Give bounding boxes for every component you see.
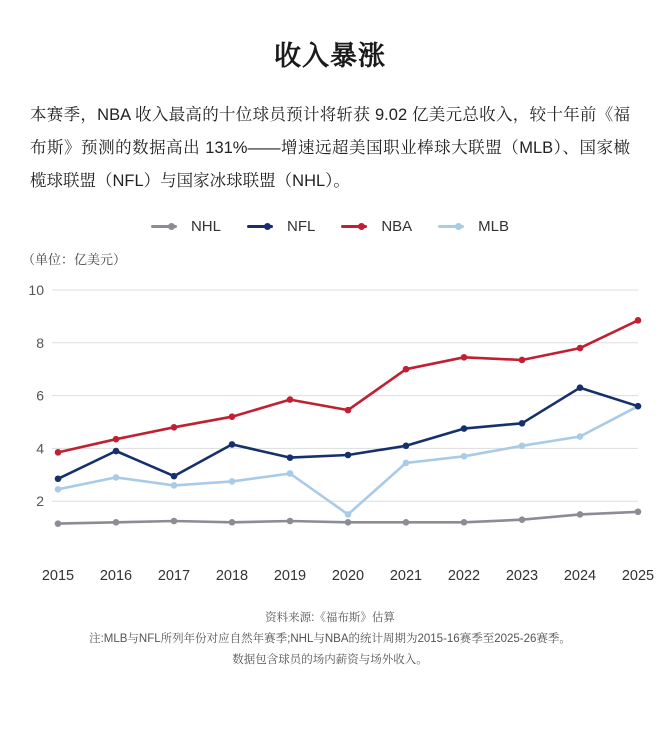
lede-paragraph: 本赛季，NBA 收入最高的十位球员预计将斩获 9.02 亿美元总收入，较十年前《福布斯》预测的数据高出 131%——增速远超美国职业棒球大联盟（MLB）、国家橄榄球联盟（NFL）与国家冰球联盟（NHL）。 xyxy=(30,106,630,190)
x-tick-label: 2021 xyxy=(389,568,423,584)
data-point-nfl xyxy=(635,403,642,410)
x-tick-label: 2023 xyxy=(505,568,539,584)
legend-label-nhl: NHL xyxy=(190,218,221,235)
series-line-nba xyxy=(58,320,638,452)
legend-dot-nba xyxy=(358,223,365,230)
legend-dot-nfl xyxy=(264,223,271,230)
data-point-nba xyxy=(55,449,62,456)
data-point-nba xyxy=(635,317,642,324)
data-point-nba xyxy=(577,345,584,352)
legend-label-nfl: NFL xyxy=(286,218,316,235)
y-tick-label: 4 xyxy=(36,440,44,457)
data-point-nfl xyxy=(345,452,352,459)
x-tick-label: 2020 xyxy=(331,568,365,584)
data-point-nhl xyxy=(519,516,526,523)
y-tick-label: 2 xyxy=(36,493,44,510)
data-point-mlb xyxy=(577,433,584,440)
infographic-page xyxy=(0,34,660,743)
data-point-nhl xyxy=(403,519,410,526)
data-point-nba xyxy=(403,366,410,373)
footnote-note: 注:MLB与NFL所列年份对应自然年赛季;NHL与NBA的统计周期为2015-16赛季至2025-26赛季。 xyxy=(89,633,571,645)
data-point-nfl xyxy=(461,425,468,432)
data-point-nhl xyxy=(171,518,178,525)
data-point-nhl xyxy=(635,508,642,515)
data-point-mlb xyxy=(461,453,468,460)
page-title: 收入暴涨 xyxy=(274,41,386,71)
data-point-nfl xyxy=(403,442,410,449)
data-point-nhl xyxy=(229,519,236,526)
data-point-mlb xyxy=(171,482,178,489)
data-point-mlb xyxy=(345,511,352,518)
x-tick-label: 2019 xyxy=(273,568,307,584)
x-tick-label: 2025 xyxy=(621,568,655,584)
chart-area xyxy=(0,272,660,602)
x-tick-label: 2016 xyxy=(99,568,133,584)
x-tick-label: 2022 xyxy=(447,568,481,584)
y-tick-label: 10 xyxy=(28,282,44,298)
footnote-source: 资料来源:《福布斯》估算 xyxy=(265,612,395,624)
y-tick-label: 8 xyxy=(36,334,44,351)
data-point-nhl xyxy=(113,519,120,526)
x-tick-label: 2017 xyxy=(157,568,191,584)
data-point-mlb xyxy=(55,486,62,493)
footnote-scope: 数据包含球员的场内薪资与场外收入。 xyxy=(232,654,428,666)
data-point-nba xyxy=(345,407,352,414)
legend-item-nhl[interactable] xyxy=(151,218,221,235)
legend-item-nfl[interactable] xyxy=(247,218,315,235)
line-chart xyxy=(0,272,660,602)
y-tick-label: 6 xyxy=(36,387,44,404)
data-point-nfl xyxy=(519,420,526,427)
legend-dot-mlb xyxy=(455,223,462,230)
data-point-mlb xyxy=(403,460,410,467)
legend-item-mlb[interactable] xyxy=(438,218,509,235)
data-point-nhl xyxy=(345,519,352,526)
data-point-nfl xyxy=(55,475,62,482)
data-point-nfl xyxy=(229,441,236,448)
legend-dot-nhl xyxy=(168,223,175,230)
footnotes xyxy=(0,608,660,671)
data-point-mlb xyxy=(113,474,120,481)
legend-label-mlb: MLB xyxy=(478,218,510,235)
data-point-nfl xyxy=(577,384,584,391)
x-tick-label: 2015 xyxy=(41,568,75,584)
data-point-nba xyxy=(113,436,120,443)
legend-label-nba: NBA xyxy=(381,218,413,235)
legend-item-nba[interactable] xyxy=(341,218,412,235)
unit-label: （单位：亿美元） xyxy=(22,252,127,267)
data-point-nfl xyxy=(171,473,178,480)
data-point-nba xyxy=(229,413,236,420)
data-point-nba xyxy=(287,396,294,403)
data-point-mlb xyxy=(229,478,236,485)
x-tick-label: 2018 xyxy=(215,568,249,584)
data-point-nba xyxy=(519,357,526,364)
data-point-nfl xyxy=(113,448,120,455)
data-point-nhl xyxy=(461,519,468,526)
chart-legend xyxy=(0,218,660,235)
x-tick-label: 2024 xyxy=(563,568,597,584)
data-point-nba xyxy=(171,424,178,431)
data-point-nhl xyxy=(55,520,62,527)
data-point-nba xyxy=(461,354,468,361)
data-point-nhl xyxy=(287,518,294,525)
data-point-mlb xyxy=(519,442,526,449)
data-point-nhl xyxy=(577,511,584,518)
data-point-nfl xyxy=(287,454,294,461)
data-point-mlb xyxy=(287,470,294,477)
series-line-mlb xyxy=(58,406,638,514)
